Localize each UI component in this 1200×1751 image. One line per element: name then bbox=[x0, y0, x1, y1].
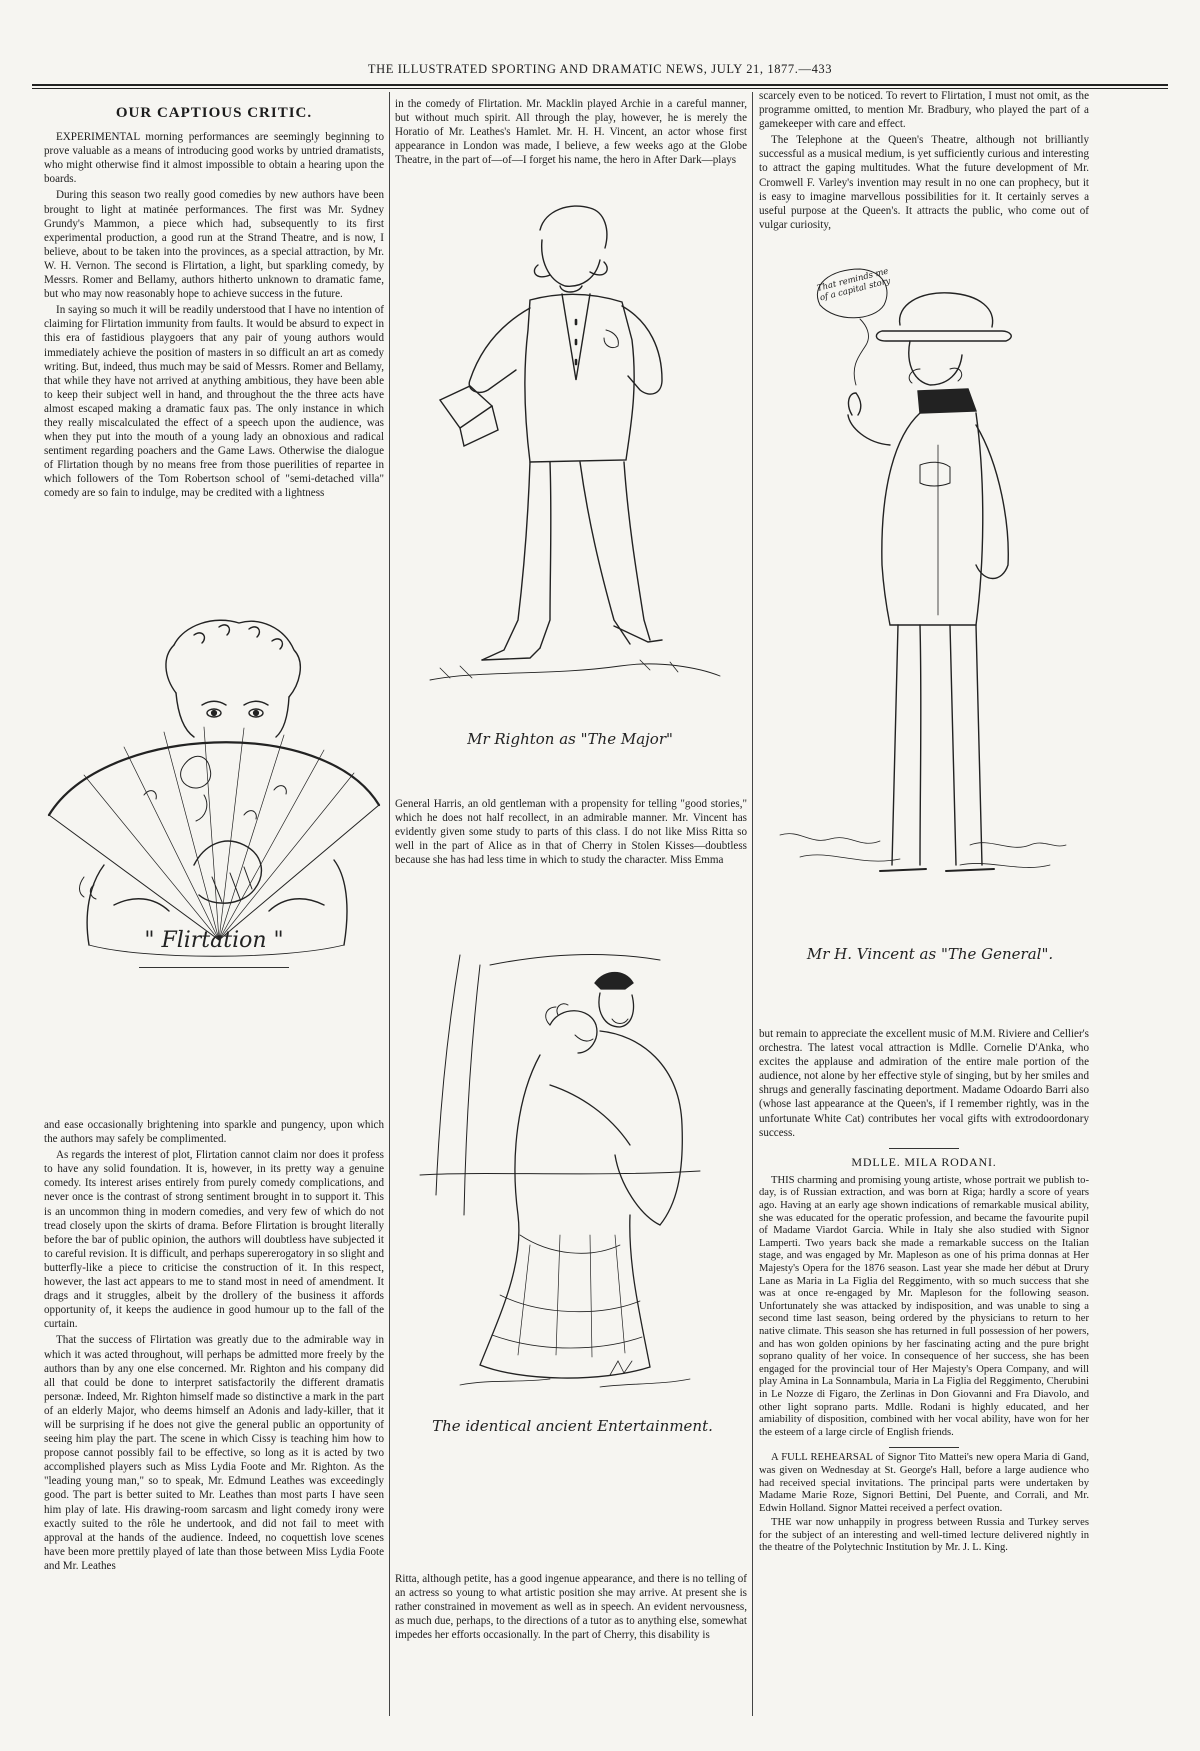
masthead-rule bbox=[32, 84, 1168, 86]
paragraph: Ritta, although petite, has a good ingenue appearance, and there is no telling of an actress so young to what artistic position she may arrive. At present she is rather constrained in movement as well as in speech. An evident nervousness, as much due, perhaps, to the directions of a tutor as to anything else, somewhat impedes her efforts occasionally. In the part of Cherry, this disability is bbox=[395, 1573, 747, 1642]
masthead: THE ILLUSTRATED SPORTING AND DRAMATIC NEWS, JULY 21, 1877.—433 bbox=[367, 62, 833, 76]
paragraph: General Harris, an old gentleman with a propensity for telling "good stories," which he does not half recollect, in an admirable manner. Mr. Vincent has evidently given some study to parts of this class. I do not like Miss Ritta so well in the part of Alice as in that of Cherry in Stolen Kisses—doubtless because she has had less time in which to study the character. Miss Emma bbox=[395, 798, 747, 867]
illustration-caption: Mr Righton as "The Major" bbox=[467, 730, 673, 748]
paragraph: THIS charming and promising young artiste, whose portrait we publish to-day, is of Russian extraction, and was born at Riga; hardly a score of years ago. Having at an early age shown indications of remarkable musical ability, she was educated for the operatic profession, and became the favourite pupil of Madame Viardot Garcia. While in Italy she also studied with Signor Lamperti. Two years back she made a remarkable success on the Italian stage, and was engaged by Mr. Mapleson as one of his prima donnas at Her Majesty's Opera for the 1876 season. Last year she made her début at Drury Lane as Maria in La Figlia del Reggimento, with so much success that she was at once re-engaged by Mr. Mapleson for the following season. Unfortunately she was attacked by indisposition, and was unable to sing a second time last season, being ordered by the physicians to return to her native climate. This season she has returned in full possession of her powers, and has won golden opinions by her fascinating acting and the pure bright soprano quality of her voice. In consequence of her success, she has been engaged for the provincial tour of Her Majesty's Opera Company, and will play Amina in La Sonnambula, Maria in La Figlia del Reggimento, Cherubini in Le Nozze di Figaro, the Zerlinas in Don Giovanni and Fra Diavolo, and other light soprano parts. Mdlle. Rodani is highly educated, and her amiability of disposition, combined with her vocal ability, have won for her the esteem of a large circle of English friends. bbox=[759, 1174, 1089, 1438]
caption-underline bbox=[139, 967, 289, 968]
paragraph: THE war now unhappily in progress between Russia and Turkey serves for the subject of an interesting and well-timed lecture delivered nightly in the theatre of the Polytechnic Institution by Mr. J. L. King. bbox=[759, 1517, 1089, 1554]
paragraph: During this season two really good comedies by new authors have been brought to light at matinée performances. The first was Mr. Sydney Grundy's Mammon, a piece which had, subsequently to its first experimental production, a good run at the Strand Theatre, and is now, I believe, about to be taken into the provinces, as a special attraction, by Mr. W. H. Vernon. The second is Flirtation, a light, but sparkling comedy, by Messrs. Romer and Bellamy, authors hitherto unknown to dramatic fame, but who may now reasonably hope to achieve success in the future. bbox=[44, 189, 384, 301]
column-2-bottom bbox=[395, 1572, 747, 1644]
paragraph: and ease occasionally brightening into sparkle and pungency, upon which the authors may safely be complimented. bbox=[44, 1119, 384, 1146]
illustration-caption: The identical ancient Entertainment. bbox=[432, 1417, 713, 1435]
article-heading: OUR CAPTIOUS CRITIC. bbox=[115, 105, 313, 121]
paragraph: in the comedy of Flirtation. Mr. Macklin played Archie in a careful manner, but without much spirit. All through the play, however, he is merely the Horatio of Mr. Leathes's Hamlet. Mr. H. H. Vincent, an actor whose first appearance in London was made, I believe, a few weeks ago at the Globe Theatre, in the part of—of—I forget his name, the hero in After Dark—plays bbox=[395, 98, 747, 167]
column-divider bbox=[389, 92, 390, 1716]
paragraph: A FULL REHEARSAL of Signor Tito Mattei's new opera Maria di Gand, was given on Wednesday at St. George's Hall, before a large audience who had received special invitations. The principal parts were undertaken by Madame Marie Roze, Signori Bettini, Del Puente, and Corrali, and Mr. Edwin Holland. Signor Mattei received a perfect ovation. bbox=[759, 1452, 1089, 1514]
paragraph: scarcely even to be noticed. To revert to Flirtation, I must not omit, as the programme omitted, to mention Mr. Bradbury, who played the part of a gamekeeper with care and effect. bbox=[759, 90, 1089, 131]
general-illustration bbox=[770, 265, 1090, 975]
illustration-caption: Mr H. Vincent as "The General". bbox=[806, 945, 1054, 963]
major-illustration bbox=[400, 190, 740, 760]
column-2-middle bbox=[395, 797, 747, 869]
paragraph: In saying so much it will be readily understood that I have no intention of claiming for Flirtation immunity from faults. It would be absurd to expect in this era of fastidious playgoers that any pair of young authors would immediately achieve the position of masters in so difficult an art as comedy writing. But, indeed, thus much may be said of Messrs. Romer and Bellamy, that while they have not arrived at anything ambitious, they have been able to keep their subject well in hand, and throughout the the three acts have almost escaped making a dramatic faux pas. The only instance in which they really miscalculated the effect of a speech upon the audience, was when they put into the mouth of a young lady an obnoxious and radical sentiment regarding poachers and the Game Laws. Otherwise the dialogue of Flirtation though by no means free from those puerilities of repartee in which followers of the Tom Robertson school of "semi-detached villa" comedy are so fain to indulge, may be credited with a lightness bbox=[44, 304, 384, 500]
column-3-bottom bbox=[759, 1027, 1089, 1557]
flirtation-illustration bbox=[44, 615, 384, 1035]
column-2-top bbox=[395, 97, 747, 169]
paragraph: That the success of Flirtation was greatly due to the admirable way in which it was acted throughout, will perhaps be admitted more freely by the authors than by any one else concerned. Mr. Righton and his company did all that could be done to interpret satisfactorily the different dramatis personæ. Indeed, Mr. Righton himself made so distinctive a mark in the part of an elderly Major, who deems himself an Adonis and lady-killer, that it will be surprising if he does not give the general public an opportunity of seeing him play the part. The scene in which Cissy is teaching him how to propose cannot possibly fail to be effective, so long as it is acted by two accomplished players such as Miss Lydia Foote and Mr. Righton. As the "leading young man," so to speak, Mr. Edmund Leathes was exceedingly good. The part is better suited to Mr. Leathes than most parts I have seen him play of late. His drawing-room sarcasm and light comedy irony were exactly suited to the rôle he undertook, and did not fail to meet with approval at the hands of the audience. Indeed, no coquettish love scenes have been more prettily played of late than those between Miss Lydia Foote and Mr. Leathes bbox=[44, 1334, 384, 1572]
couple-illustration bbox=[400, 935, 745, 1465]
column-3-top bbox=[759, 89, 1089, 234]
paragraph: The Telephone at the Queen's Theatre, although not brilliantly successful as a musical medium, is yet sufficiently curious and interesting to attract the gaping multitudes. What the future development of Mr. Cromwell F. Varley's invention may result in no one can prophecy, but it is easy to imagine marvellous possibilities for it. It certainly serves a useful purpose at the Queen's. It attracts the public, who come out of vulgar curiosity, bbox=[759, 134, 1089, 231]
section-heading: MDLLE. MILA RODANI. bbox=[851, 1154, 997, 1169]
column-1-bottom bbox=[44, 1118, 384, 1575]
column-1-top bbox=[44, 92, 384, 503]
speech-bubble-text: That reminds me of a capital story bbox=[816, 266, 892, 304]
section-rule bbox=[889, 1447, 959, 1448]
column-divider bbox=[752, 92, 753, 1716]
paragraph: but remain to appreciate the excellent music of M.M. Riviere and Cellier's orchestra. The latest vocal attraction is Mdlle. Cornelie D'Anka, who excites the applause and admiration of the entire male portion of the audience, not alone by her effective style of singing, but by her smiles and shrugs and generally fascinating deportment. Madame Odoardo Barri also (whose last appearance at the Queen's, if I remember rightly, was in the unfortunate White Cat) contributes her vocal gifts with extrodoordonary success. bbox=[759, 1028, 1089, 1139]
paragraph: EXPERIMENTAL morning performances are seemingly beginning to prove valuable as a means of introducing good works by untried dramatists, who might otherwise find it almost impossible to obtain a hearing upon the boards. bbox=[44, 131, 384, 186]
illustration-caption: " Flirtation " bbox=[144, 928, 284, 953]
section-rule bbox=[889, 1148, 959, 1149]
paragraph: As regards the interest of plot, Flirtation cannot claim nor does it profess to have any solid foundation. It is, however, in its pretty way a genuine comedy. Its interest arises entirely from purely comedy complications, and never once is the contrast of strong sentiment brought in to support it. This is an uncommon thing in modern comedies, and very few of which do not tread closely upon the skirts of drama. Before Flirtation is brought literally before the bar of public opinion, the authors will doubtless have subjected it to careful revision. It is difficult, and perhaps supererogatory in so slight and butterfly-like a piece to criticise the construction of it. In this respect, however, the last act appears to me to stand most in need of amendment. It drags and it struggles, albeit by the drollery of the business it affords opportunity of, it keeps the audience in good humour up to the fall of the curtain. bbox=[44, 1149, 384, 1331]
